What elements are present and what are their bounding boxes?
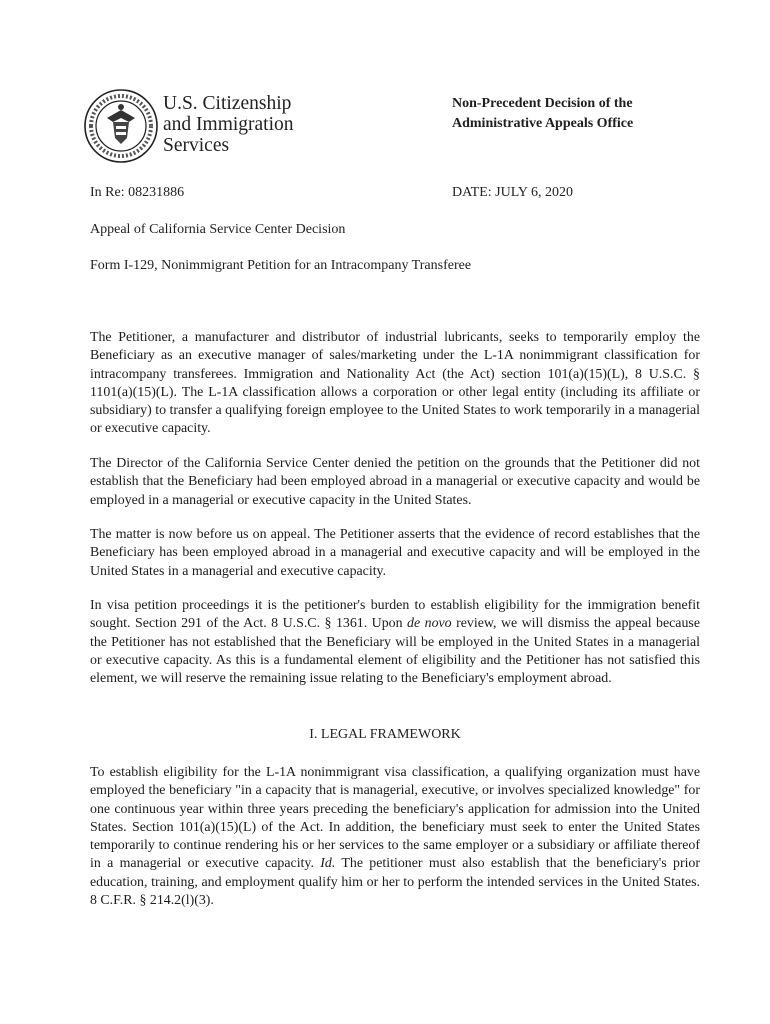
section-heading: I. LEGAL FRAMEWORK [309,727,461,742]
agency-name [163,93,294,156]
paragraph-legal-text-a: To establish eligibility for the L-1A nonimmigrant visa classification, a qualifying organization must have employed the beneficiary "in a capacity that is managerial, executive, or involves specialized knowledge" for one continuous year within three years preceding the beneficiary's application for admission into the United States. Section 101(a)(15)(L) of the Act. In addition, the beneficiary must seek to enter the United States temporarily to continue rendering his or her services to the same employer or a subsidiary or affiliate thereof in a managerial or executive capacity. [90,765,700,872]
de-novo-term: de novo [407,616,452,632]
agency-line-1: U.S. Citizenship [163,93,292,114]
case-number: In Re: 08231886 [90,185,185,200]
decision-type-line-1: Non-Precedent Decision of the [452,96,633,111]
id-citation: Id. [320,856,336,872]
paragraph-burden-text-b: review, we will dismiss the appeal because the Petitioner has not established that the Beneficiary will be employed in the United States in a managerial or executive capacity. As this is a fundamental element of eligibility and the Petitioner has not satisfied this element, we will reserve the remaining issue relating to the Beneficiary's employment abroad. [90,616,700,687]
decision-date: DATE: JULY 6, 2020 [452,185,573,200]
paragraph-legal-text-b: The petitioner must also establish that the beneficiary's prior education, training, and employment qualify him or her to perform the intended services in the United States. 8 C.F.R. § 214.2(l)(3). [90,856,700,909]
decision-type-line-2: Administrative Appeals Office [452,116,634,131]
paragraph-director-denial: The Director of the California Service Center denied the petition on the grounds that the Petitioner did not establish that the Beneficiary had been employed abroad in a managerial or executive capacity and would be employed in a managerial or executive capacity in the United States. [90,456,700,508]
paragraph-burden [90,597,700,688]
decision-type [452,94,633,134]
agency-line-3: Services [163,135,230,156]
form-line: Form I-129, Nonimmigrant Petition for an Intracompany Transferee [90,258,472,273]
paragraph-petitioner: The Petitioner, a manufacturer and distributor of industrial lubricants, seeks to temporarily employ the Beneficiary as an executive manager of sales/marketing under the L-1A nonimmigrant classification for intracompany transferees. Immigration and Nationality Act (the Act) section 101(a)(15)(L), 8 U.S.C. § 1101(a)(15)(L). The L-1A classification allows a corporation or other legal entity (including its affiliate or subsidiary) to transfer a qualifying foreign employee to the United States to work temporarily in a managerial or executive capacity. [90,330,700,437]
dhs-seal-icon [83,88,159,164]
paragraph-burden-text-a: In visa petition proceedings it is the petitioner's burden to establish eligibility for the immigration benefit sought. Section 291 of the Act. 8 U.S.C. § 1361. Upon [90,598,700,632]
paragraph-appeal: The matter is now before us on appeal. The Petitioner asserts that the evidence of record establishes that the Beneficiary has been employed abroad in a managerial and executive capacity and will be employed in the United States in a managerial and executive capacity. [90,527,700,579]
paragraph-legal-framework [90,764,700,910]
appeal-line: Appeal of California Service Center Decision [90,222,346,237]
agency-line-2: and Immigration [163,114,294,135]
